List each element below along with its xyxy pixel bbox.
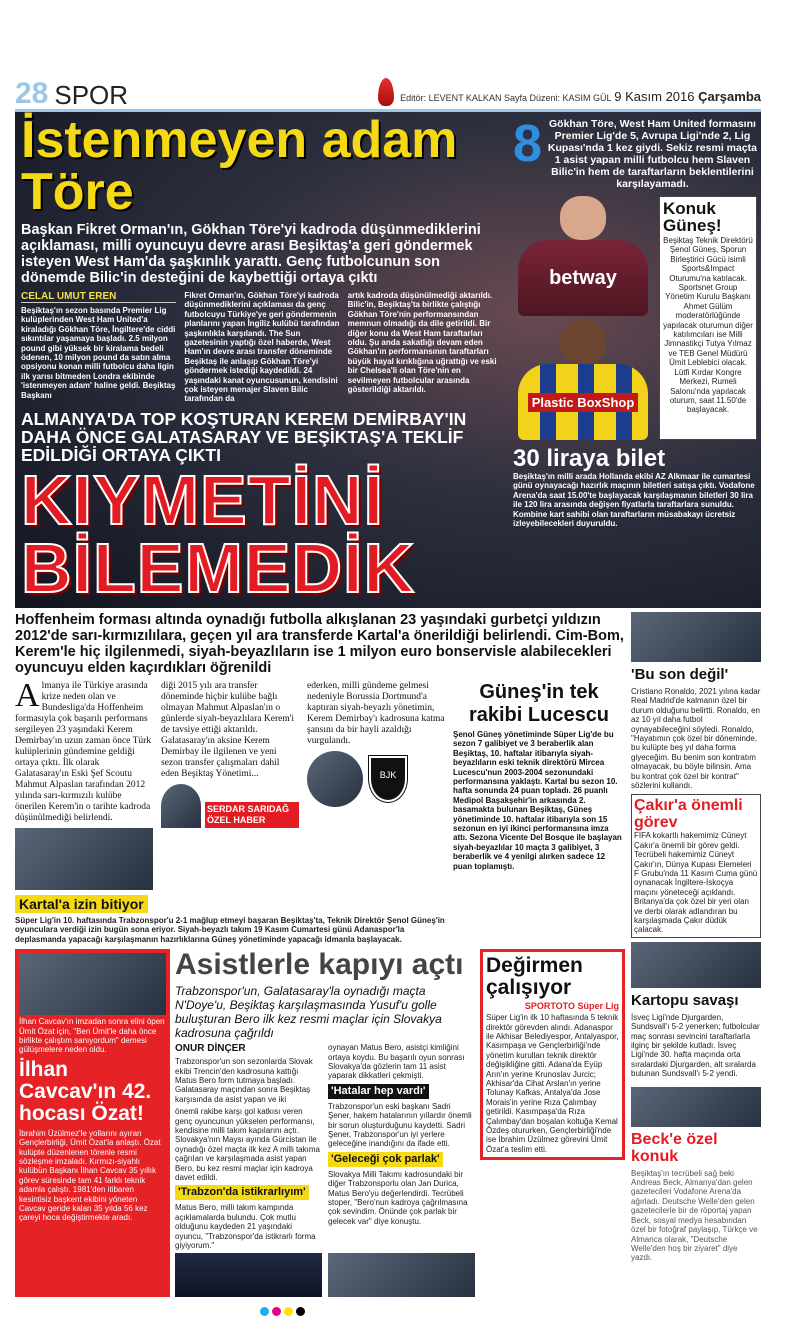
player-west-ham-photo bbox=[513, 196, 653, 316]
degirmen-box bbox=[480, 949, 625, 1160]
asist-photos bbox=[175, 1253, 475, 1297]
box-text: Beşiktaş Teknik Direktörü Şenol Güneş, Sporun Birleştirici Gücü isimli Sports&Impact Oturumu'na katılacak. Sportsnet Group Yönetim Kurulu Başkanı Ahmet Gülüm moderatörlüğünde yapılacak oturumun diğer katılımcıları ise Milli Jimnastikçi Tutya Yılmaz ve TEB Genel Müdürü Ümit Leblebici olacak. Lütfi Kırdar Kongre Merkezi, Rumeli Salonu'nda yapılacak oturum, saat 11.50'de başlayacak. bbox=[663, 236, 753, 415]
player-head bbox=[560, 320, 606, 364]
article-column: artık kadroda düşünülmediği aktarıldı. Bilic'in, Beşiktaş'ta birlikte çalıştığı Gökhan Töre'nin performansından memnun olmadığı da dile getirildi. Bir diğer konu da West Ham taraftarları oldu. Şu anda sakatlığı devam eden Gökhan'ın performansının taraftarları büyük hayal kırıklığına uğrattığı ve eski bir Chelsea'li olan Töre'nin en sevilmeyen futbolcular arasında gösterildiği aktarıldı. bbox=[347, 291, 497, 395]
bilet-story bbox=[513, 446, 757, 528]
weekday: Çarşamba bbox=[698, 89, 761, 104]
box-text: İbrahim Üzülmez'le yollarını ayıran Gençlerbirliği, Ümit Özat'la anlaştı. Özat kulüpte düzenlenen törenle resmi sözleşme imzaladı. Kırmızı-siyahlı kulübün Başkanı İlhan Cavcav 35 yıllık görev süresinde tam 41 farklı teknik adamla çalıştı. 1981'den itibaren kesintisiz başkent ekibini yöneten Cavcav geride kalan 35 yılda 56 kez çareyi hoca değiştirmekte aradı. bbox=[19, 1128, 161, 1223]
columnist-photo bbox=[161, 784, 201, 828]
ball-photo bbox=[307, 751, 363, 807]
column-text: lmanya ile Türkiye arasında krize neden olan ve Bundesliga'da Hoffenheim formasıyla çok başarılı performans sergileyen 23 yaşındaki Kerem Demirbay'ın uzun zaman önce Türk kulüplerinin gündemine geldiği ortaya çıktı. İlk olarak Galatasaray'ın Eski Şef Scoutu Mahmut Alpaslan tarafından 2012 yılında sarı-kırmızılı kulübe önerilen Kerem'in o tarihte kadroda düşünülmediği belirlendi. bbox=[15, 680, 152, 823]
column-wrap bbox=[15, 676, 153, 890]
kerem-article bbox=[15, 676, 445, 944]
lucescu-text: Şenol Güneş yönetiminde Süper Lig'de bu sezon 7 galibiyet ve 3 beraberlik alan Beşiktaş, 10. haftalar itibarıyla siyah-beyazlıların eski teknik direktörü Mircea Lucescu'nun 2003-2004 sezonundaki performansına yaklaştı. Kartal bu sezon 10. hafta sonunda 24 puan topladı. 26 puanlı Medipol Başakşehir'in arkasında 2. basamakta bulunan Beşiktaş, Güneş yönetiminde 10. haftalar itibarıyla son 15 sezonun en iyi ikinci performansına imza attı. Sezona Vicente Del Bosque ile başlayan siyah-beyazlılar 10 maçta 3 galibiyet, 3 beraberlik ve 4 yenilgi alırken sadece 12 puan toplamıştı. bbox=[453, 729, 622, 871]
headline-beck: Beck'e özel konuk bbox=[631, 1130, 718, 1165]
article-column: oynayan Matus Bero, asistçi kimliğini ortaya koydu. Bu başarılı oyun sonrası Slovakya'da gözlerin tam 11 asist yaparak dikkatleri çekmişti. bbox=[328, 1043, 465, 1081]
headline-kartopu: Kartopu savaşı bbox=[631, 991, 739, 1009]
asist-story bbox=[175, 949, 475, 1297]
quote-text: Matus Bero, milli takım kampında açıklamalarda bulundu. Çok mutlu olduğunu kaydeden 21 yaşındaki oyuncu, "Trabzonspor'da istikrarlı forma giyiyorum." bbox=[175, 1203, 316, 1250]
column-wrap bbox=[161, 681, 299, 890]
beck-text: Beşiktaş'ın tecrübeli sağ beki Andreas Beck, Almanya'dan gelen gazetecileri Vodafone Arena'da ağırladı. Deutsche Welle'den gelen gazetecilerle bir de röportaj yapan Beck, sosyal medya hesabından özel bir fotoğraf paylaşıp, Türkçe ve Almanca olarak, "Deutsche Welle'den hoş bir ziyaret" diye yazdı. bbox=[631, 1168, 758, 1263]
stat-box bbox=[513, 115, 758, 190]
tore-columns bbox=[21, 291, 503, 404]
article-column: diği 2015 yılı ara transfer döneminde hiçbir kulübe bağlı olmayan Mahmut Alpaslan'ın o günlerde siyah-beyazlılara Kerem'i de tavsiye ettiği aktarıldı. Galatasaray'ın aksine Kerem Demirbay ile ilgilenen ve yeni sezon transfer çalışmaları dahil eden Beşiktaş Yönetimi... bbox=[161, 680, 295, 779]
lower-row bbox=[15, 949, 625, 1297]
player-fenerbahce-photo bbox=[513, 320, 653, 440]
kerem-columns bbox=[15, 676, 445, 890]
drop-cap: A bbox=[15, 676, 40, 714]
lucescu-story bbox=[453, 681, 625, 944]
photo-caption: İlhan Cavcav'ın imzadan sonra elini öpen Ümit Özat için, "Ben Ümit'le daha önce birlikte çalıştım sanıyordum" demesi gülüşmelere neden oldu. bbox=[19, 1017, 165, 1055]
headline-line: KIYMETİNİ bbox=[21, 460, 384, 539]
article-column bbox=[15, 676, 153, 824]
box-headline: Değirmen çalışıyor bbox=[486, 954, 583, 1000]
box-headline: İlhan Cavcav'ın 42. hocası Özat! bbox=[19, 1057, 152, 1125]
headline-kerem bbox=[21, 460, 503, 607]
kicker-kerem: ALMANYA'DA TOP KOŞTURAN KEREM DEMİRBAY'IN DAHA ÖNCE GALATASARAY VE BEŞİKTAŞ'A TEKLİF EDİLDİĞİ ORTAYA ÇIKTI bbox=[21, 408, 467, 465]
kartopu-photo bbox=[631, 942, 761, 988]
headline-kartal: Kartal'a izin bitiyor bbox=[15, 895, 148, 913]
article-column: Beşiktaş'ın sezon basında Premier Lig kulüplerinden West Ham United'a kiraladığı Gökhan Töre, İngiltere'de ciddi sıkıntılar yaşamaya başladı. 2.5 milyon pound gibi yüksek bir kiralama bedeli ödenen, 10 milyon pound da satın alma opsiyonu konan milli futbolcu daha ligin ilk yarısı bitmeden Londra ekibinde 'istenmeyen adam' haline geldi. Beşiktaş Başkanı bbox=[21, 306, 176, 400]
besiktas-crest-icon: BJK bbox=[369, 756, 407, 802]
bilet-text: Beşiktaş'ın milli arada Hollanda ekibi AZ Alkmaar ile cumartesi günü oynayacağı hazırlık maçının biletleri satışa çıktı. Vodafone Arena'da saat 15.00'te başlayacak karşılaşmanın biletleri 30 lira ile 120 lira arasında değişen fiyatlarla taraftarlara sunuldu. Kombine kart sahibi olan taraftarların müsabakayı ücretsiz izleyebilecekleri duyuruldu. bbox=[513, 472, 755, 529]
box-text: FIFA kokartlı hakemimiz Cüneyt Çakır'a önemli bir görev geldi. Tecrübeli hakemimiz Cüneyt Çakır'ın, Dünya Kupası Elemeleri F Grubu'nda 11 Kasım Cuma günü oynanacak İngiltere-İskoçya maçını yöneteceği açıklandı. Britanya'da çok özel bir yeri olan ve derbi olarak adlandıran bu karşılaşmada Çakır düdük çalacak. bbox=[634, 831, 758, 935]
cavcav-box bbox=[15, 949, 170, 1297]
byline: CELAL UMUT EREN bbox=[21, 291, 176, 303]
headline-tore: İstenmeyen adam Töre bbox=[21, 111, 458, 221]
lower-page bbox=[15, 612, 761, 1298]
quote-headline: 'Hatalar hep vardı' bbox=[328, 1084, 429, 1099]
kerem-row bbox=[15, 676, 625, 944]
stat-number: 8 bbox=[513, 115, 542, 173]
date: 9 Kasım 2016 bbox=[614, 89, 695, 104]
black-dot bbox=[296, 1307, 305, 1316]
asist-columns bbox=[175, 1043, 475, 1250]
article-column: Trabzonspor'un son sezonlarda Slovak ekibi Trencin'den kadrosuna kattığı Matus Bero form tutmaya başladı. Galatasaray maçından sonra Beşiktaş karşısında da asist yapan ve iki bbox=[175, 1057, 313, 1104]
quote-text: Slovakya Milli Takımı kadrosundaki bir diğer Trabzonsporlu olan Jan Durica, Matus Bero'yu değerlendirdi. Tecrübeli stoper, "Bero'nun kadroya çağrılmasına çok sevindim. Önünde çok parlak bir gelecek var" diye konuştu. bbox=[328, 1169, 468, 1226]
match-photo bbox=[328, 1253, 475, 1297]
hero-middle bbox=[513, 196, 757, 440]
article-column: önemli rakibe karşı gol katkısı veren genç oyuncunun yükselen performansı, kendisine milli takım kapılarını açtı. Slovakya'nın Maysı ayında Gürcistan ile oynadığı özel maçta ilk kez A milli takıma çağrılan ve karşılaşmada asist yapan Bero, bu kez resmi maçlar için kadroya davet edildi. bbox=[175, 1107, 320, 1182]
cyan-dot bbox=[260, 1307, 269, 1316]
column-wrap bbox=[328, 1043, 475, 1250]
player-head bbox=[560, 196, 606, 240]
ronaldo-photo bbox=[631, 612, 761, 662]
columnist-block bbox=[161, 784, 299, 828]
hero-side bbox=[513, 114, 757, 602]
headline-ronaldo: 'Bu son değil' bbox=[631, 665, 729, 683]
box-text: Süper Lig'in ilk 10 haftasında 5 teknik direktör görevden alındı. Adanaspor ile Akhisar Belediyespor, Antalyaspor, Kasımpaşa ve Gençlerbirliği'nde yönetim kurulları teknik direktör değişikliğine gitti. Adana'da Eyüp Arın'ın yerine Krunoslav Jurcic; Akhisar'da Cihat Arslan'ın yerine Tolunay Kafkas, Antalya'da Jose Morais'in yerine Rıza Çalımbay getirildi. Kasımpaşa'da Rıza Çalımbay'dan boşalan koltuğa Kemal Özdeş otururken, Gençlerbirliği'nde ise İbrahim Üzülmez görevini Ümit Özat'a teslim etti. bbox=[486, 1013, 619, 1154]
byline: ONUR DİNÇER bbox=[175, 1043, 246, 1055]
beck-photo bbox=[631, 1087, 761, 1127]
column-wrap bbox=[21, 291, 176, 404]
page-number: 28 bbox=[15, 77, 49, 110]
bero-photo bbox=[175, 1253, 322, 1297]
right-rail bbox=[631, 612, 761, 1298]
cakir-box bbox=[631, 794, 761, 937]
column-wrap bbox=[175, 1043, 322, 1250]
ronaldo-text: Cristiano Ronaldo, 2021 yılına kadar Real Madrid'de kalmanın özel bir durum olduğunu belirtti. Ronaldo, en az 10 yıl daha futbol oynayabileceğini söyledi. Ronaldo, "Hayatımın çok özel bir döneminde, bu kulüpte beş yıl daha forma giyeceğim. Bu benim son kontratım olmayacak, bu böyle bilinsin. Ama bu kontrat çok özel bir kontrat" sözlerini kullandı. bbox=[631, 686, 761, 790]
quote-headline: 'Trabzon'da istikrarlıyım' bbox=[175, 1185, 309, 1200]
tore-story bbox=[21, 111, 503, 607]
quote-text: Trabzonspor'un eski başkanı Sadri Şener, hakem hatalarının yıllardır önemli bir sorun oluşturduğunu kaydetti. Sadri Şener, Trabzonspor'un iyi yerlere geleceğine inandığını da ifade etti. bbox=[328, 1101, 472, 1149]
super-lig-logo: SPORTOTO Süper Lig bbox=[524, 1001, 619, 1012]
kartal-story bbox=[15, 895, 445, 944]
box-headline: Konuk Güneş! bbox=[663, 199, 722, 235]
headline-line: BİLEMEDİK bbox=[21, 528, 415, 607]
kartal-text: Süper Lig'in 10. haftasında Trabzonspor'u 2-1 mağlup etmeyi başaran Beşiktaş'ta, Teknik Direktör Şenol Güneş'in oyunculara verdiği izin bugün sona eriyor. Siyah-beyazlı takım 19 Kasım Cumartesi günü Adanaspor'la deplasmanda yapacağı karşılaşmanın hazırlıklarına Güneş yönetiminde yapacağı idmanla başlayacak. bbox=[15, 915, 445, 944]
columnist-label bbox=[205, 802, 299, 828]
konuk-gunes-box bbox=[659, 196, 757, 440]
headline-bilet: 30 liraya bilet bbox=[513, 445, 666, 472]
subhead-kerem: Hoffenheim forması altında oynadığı futbolla alkışlanan 23 yaşındaki gurbetçi yıldızın 2012'de sarı-kırmızılılara, geçen yıl ara transferde Kartal'a önerildiği belirlendi. Cim-Bom, Kerem'le hiç ilgilenmedi, siyah-beyazlıların ise 1 milyon euro bonservisle alabilecekleri oyuncuyu elden kaçırdıkları öğrenildi bbox=[15, 611, 624, 676]
page-header bbox=[15, 76, 761, 112]
flame-logo-icon bbox=[378, 78, 394, 106]
issue-date bbox=[614, 89, 761, 104]
headline-lucescu: Güneş'in tek rakibi Lucescu bbox=[468, 680, 610, 726]
main-area bbox=[15, 612, 625, 1298]
article-column: ederken, milli gündeme gelmesi nedeniyle Borussia Dortmund'a kaptıran siyah-beyazlı yönetimin, Kerem Demirbay'ı kadrosuna katma şansını da bir hayli azaldığı vurgulandı. bbox=[307, 680, 445, 746]
print-color-marks bbox=[15, 1303, 761, 1321]
editor-credit: Editör: LEVENT KALKAN Sayfa Düzeni: KASIM GÜL bbox=[400, 93, 612, 103]
yellow-dot bbox=[284, 1307, 293, 1316]
subhead-tore: Başkan Fikret Orman'ın, Gökhan Töre'yi kadroda düşünmediklerini açıklaması, milli oyuncuyu devre arası Beşiktaş'a geri göndermek isteyen West Ham'da şaşkınlık yarattı. Genç futbolcunun son dönemde Bilic'in desteğini de kaybettiği ortaya çıktı bbox=[21, 222, 481, 286]
section-title: SPOR bbox=[54, 80, 129, 110]
article-column: Fikret Orman'ın, Gökhan Töre'yi kadroda düşünmediklerini açıklaması da genç futbolcuyu Türkiye'ye geri göndermenin planlarını yapan İngiliz kulübü tarafından şaşkınlıkla karşılandı. The Sun gazetesinin yaptığı özel haberde, West Ham'ın devre arası transfer döneminde Beşiktaş ile anlaşıp Gökhan Töre'yi göndermek istediği kaydedildi. 24 yaşındaki kanat oyuncusunun, kendisini çok isteyen menajer Slaven Bilic tarafından da bbox=[184, 291, 340, 404]
cavcav-photo bbox=[19, 953, 166, 1015]
box-headline: Çakır'a önemli görev bbox=[634, 797, 743, 832]
columnist-tag: ÖZEL HABER bbox=[207, 814, 266, 825]
quote-headline: 'Geleceği çok parlak' bbox=[328, 1152, 443, 1167]
sponsor-logo: Plastic BoxShop bbox=[528, 393, 639, 412]
hero-photo bbox=[15, 112, 761, 608]
column-wrap bbox=[307, 681, 445, 890]
stat-text: Gökhan Töre, West Ham United formasını Premier Lig'de 5, Avrupa Ligi'nde 2, Lig Kupası'nda 1 kez giydi. Sekiz resmi maçta 1 asist yapan milli futbolcu hem Slaven Bilic'in hem de taraftarların beklentilerini karşılayamadı. bbox=[547, 118, 758, 190]
columnist-name: SERDAR SARIDAĞ bbox=[207, 803, 290, 814]
magenta-dot bbox=[272, 1307, 281, 1316]
players-photo bbox=[513, 196, 653, 440]
player-shirt bbox=[518, 240, 648, 316]
kartopu-text: İsveç Ligi'nde Djurgarden, Sundsvall'ı 5-2 yenerken; futbolcular maç sonrası sevincini taraftarlarla ilginç bir şekilde kutladı. İsveç Ligi'nde 30. hafta maçında orta sıralardaki Djurgarden, alt sıralarda bulunan Sundsvall'ı 5-2 yendi. bbox=[631, 1012, 760, 1079]
kerem-photo bbox=[15, 828, 153, 890]
player-shirt bbox=[518, 364, 648, 440]
ball-crest bbox=[307, 751, 445, 807]
sponsor-logo: betway bbox=[549, 266, 617, 289]
subhead-asist: Trabzonspor'un, Galatasaray'la oynadığı maçta N'Doye'u, Beşiktaş karşılaşmasında Yusuf'u golle buluşturan Bero ilk kez resmi maçlar için Slovakya kadrosuna çağrıldı bbox=[175, 984, 442, 1041]
headline-asist: Asistlerle kapıyı açtı bbox=[175, 948, 464, 982]
